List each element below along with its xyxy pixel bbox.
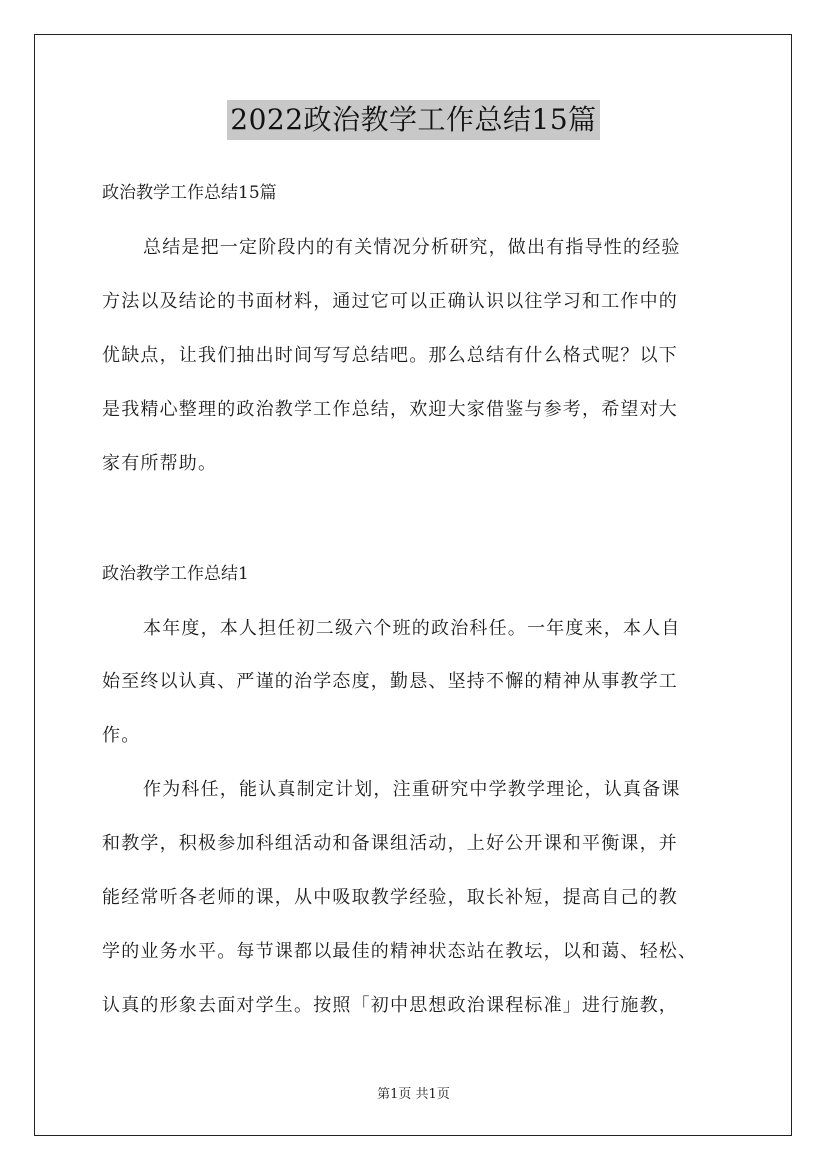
intro-line: 家有所帮助。: [102, 453, 218, 474]
intro-line: 优缺点，让我们抽出时间写写总结吧。那么总结有什么格式呢？以下: [102, 345, 678, 366]
document-subtitle: 政治教学工作总结15篇: [102, 183, 277, 203]
paragraph-line: 作为科任，能认真制定计划，注重研究中学教学理论，认真备课: [143, 779, 681, 800]
intro-line: 方法以及结论的书面材料，通过它可以正确认识以往学习和工作中的: [102, 291, 678, 312]
paragraph-line: 学的业务水平。每节课都以最佳的精神状态站在教坛，以和蔼、轻松、: [102, 941, 698, 962]
document-title: 2022政治教学工作总结15篇: [227, 100, 599, 140]
paragraph-line: 能经常听各老师的课，从中吸取教学经验，取长补短，提高自己的教: [102, 887, 678, 908]
page-footer: 第1页 共1页: [377, 1087, 450, 1102]
paragraph-line: 和教学，积极参加科组活动和备课组活动，上好公开课和平衡课，并: [102, 833, 678, 854]
section-heading: 政治教学工作总结1: [102, 564, 249, 584]
intro-line: 总结是把一定阶段内的有关情况分析研究，做出有指导性的经验: [143, 237, 681, 258]
paragraph-line: 作。: [102, 725, 141, 746]
intro-line: 是我精心整理的政治教学工作总结，欢迎大家借鉴与参考，希望对大: [102, 399, 678, 420]
paragraph-line: 认真的形象去面对学生。按照「初中思想政治课程标准」进行施教，: [102, 995, 678, 1016]
paragraph-line: 始至终以认真、严谨的治学态度，勤恳、坚持不懈的精神从事教学工: [102, 671, 678, 692]
paragraph-line: 本年度，本人担任初二级六个班的政治科任。一年度来，本人自: [143, 618, 681, 639]
